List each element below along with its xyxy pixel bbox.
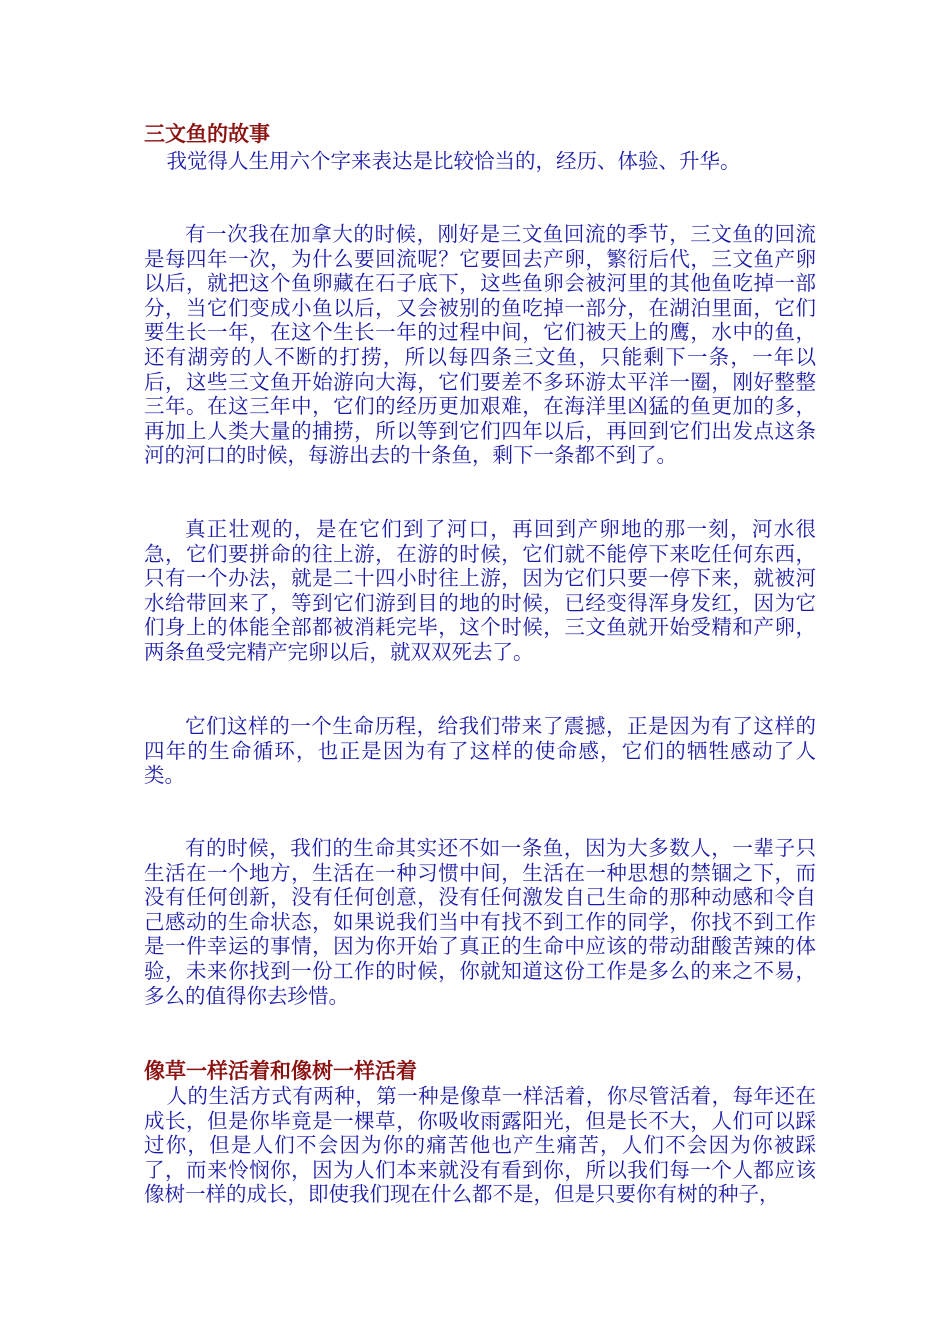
paragraph-salmon-migration: 有一次我在加拿大的时候，刚好是三文鱼回流的季节，三文鱼的回流是每四年一次，为什么要回流呢？它要回去产卵，繁衍后代，三文鱼产卵以后，就把这个鱼卵藏在石子底下，这些鱼卵会被河里的其他鱼吃掉一部分，当它们变成小鱼以后，又会被别的鱼吃掉一部分，在湖泊里面，它们要生长一年，在这个生长一年的过程中间，它们被天上的鹰，水中的鱼，还有湖旁的人不断的打捞，所以每四条三文鱼，只能剩下一条，一年以后，这些三文鱼开始游向大海，它们要差不多环游太平洋一圈，刚好整整三年。在这三年中，它们的经历更加艰难，在海洋里凶猛的鱼更加的多，再加上人类大量的捕捞，所以等到它们四年以后，再回到它们出发点这条河的河口的时候，每游出去的十条鱼，剩下一条都不到了。: [144, 222, 816, 468]
paragraph-upstream-journey: 真正壮观的，是在它们到了河口，再回到产卵地的那一刻，河水很急，它们要拼命的往上游，在游的时候，它们就不能停下来吃任何东西，只有一个办法，就是二十四小时往上游，因为它们只要一停下来，就被河水给带回来了，等到它们游到目的地的时候，已经变得浑身发红，因为它们身上的体能全部都被消耗完毕，这个时候，三文鱼就开始受精和产卵，两条鱼受完精产完卵以后，就双双死去了。: [144, 517, 816, 664]
section-title-salmon-story: 三文鱼的故事: [144, 121, 270, 146]
paragraph-intro: 我觉得人生用六个字来表达是比较恰当的，经历、体验、升华。: [166, 149, 741, 173]
paragraph-grass-and-tree: 人的生活方式有两种，第一种是像草一样活着，你尽管活着，每年还在成长，但是你毕竟是一棵草，你吸收雨露阳光，但是长不大，人们可以踩过你，但是人们不会因为你的痛苦他也产生痛苦，人们不会因为你被踩了，而来怜悯你，因为人们本来就没有看到你，所以我们每一个人都应该像树一样的成长，即使我们现在什么都不是，但是只要你有树的种子，: [144, 1084, 816, 1207]
section-title-grass-and-tree: 像草一样活着和像树一样活着: [144, 1058, 417, 1083]
paragraph-human-life: 有的时候，我们的生命其实还不如一条鱼，因为大多数人，一辈子只生活在一个地方，生活在一种习惯中间，生活在一种思想的禁锢之下，而没有任何创新，没有任何创意，没有任何激发自己生命的那种动感和令自己感动的生命状态，如果说我们当中有找不到工作的同学，你找不到工作是一件幸运的事情，因为你开始了真正的生命中应该的带动甜酸苦辣的体验，未来你找到一份工作的时候，你就知道这份工作是多么的来之不易，多么的值得你去珍惜。: [144, 836, 816, 1008]
paragraph-life-cycle: 它们这样的一个生命历程，给我们带来了震撼，正是因为有了这样的四年的生命循环，也正是因为有了这样的使命感，它们的牺牲感动了人类。: [144, 714, 816, 788]
